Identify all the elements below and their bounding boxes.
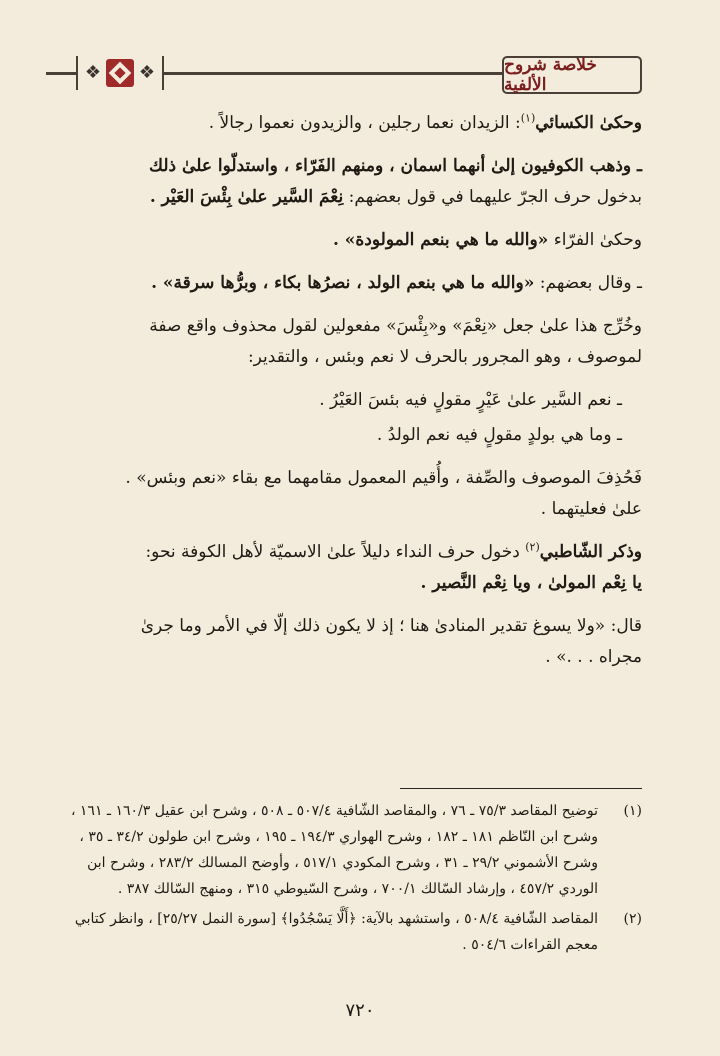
footnote-2 — [44, 906, 642, 958]
paragraph-line: لموصوف ، وهو المجرور بالحرف لا نعم وبئس ، والتقدير: — [247, 347, 642, 367]
speaker-name: وذكر الشّاطبي — [539, 542, 642, 562]
diamond-ornament-icon — [106, 59, 134, 87]
header-ornament — [76, 56, 164, 90]
footnote-ref-2[interactable]: (٢) — [525, 540, 540, 554]
running-title-text: خلاصة شروح الألفية — [504, 55, 597, 95]
paragraph-line: قال: «ولا يسوغ تقدير المنادىٰ هنا ؛ إذ لا يكون ذلك إلّا في الأمر وما جرىٰ — [140, 616, 642, 636]
paragraph-1 — [44, 108, 642, 139]
speaker-name: وحكىٰ الكسائي — [535, 113, 642, 133]
footnote-line: معجم القراءات ٥٠٤/٦ . — [462, 937, 598, 953]
paragraph-line: مجراه . . .» . — [545, 647, 642, 667]
paragraph-text: بدخول حرف الجرّ عليهما في قول بعضهم: — [343, 187, 642, 207]
paragraph-5 — [44, 311, 642, 373]
paragraph-3 — [44, 225, 642, 256]
footnote-line: توضيح المقاصد ٧٥/٣ ـ ٧٦ ، والمقاصد الشّافية ٥٠٧/٤ ـ ٥٠٨ ، وشرح ابن عقيل ١٦٠/٣ ـ ١٦١ ، — [70, 803, 598, 819]
paragraph-text: ـ وقال بعضهم: — [534, 273, 642, 293]
flower-ornament-icon: ❖ — [84, 62, 102, 83]
paragraph-8 — [44, 611, 642, 673]
paragraph-line: علىٰ فعليتهما . — [540, 499, 642, 519]
quoted-example: يا نِعْم المولىٰ ، ويا نِعْم النَّصير . — [420, 573, 642, 593]
footnotes — [44, 798, 642, 962]
paragraph-text: : الزيدان نعما رجلين ، والزيدون نعموا رجالاً . — [208, 113, 521, 133]
paragraph-4 — [44, 268, 642, 299]
flower-ornament-icon: ❖ — [138, 62, 156, 83]
running-title — [502, 56, 642, 94]
paragraph-text: وحكىٰ الفرّاء — [548, 230, 642, 250]
quoted-example: «والله ما هي بنعم الولد ، نصرُها بكاء ، وبرُّها سرقة» . — [151, 273, 535, 293]
paragraph-2 — [44, 151, 642, 213]
example-2: ـ وما هي بولدٍ مقولٍ فيه نعم الولدُ . — [376, 425, 622, 445]
footnote-number: (١) — [623, 803, 642, 819]
paragraph-text: دخول حرف النداء دليلاً علىٰ الاسميّة لأهل الكوفة نحو: — [145, 542, 526, 562]
footnote-number: (٢) — [623, 911, 642, 927]
page-number: ٧٢٠ — [345, 1000, 375, 1021]
paragraph-6 — [44, 463, 642, 525]
quoted-example: نِعْمَ السَّير علىٰ بِئْسَ العَيْر . — [149, 187, 344, 207]
footnote-line: وشرح الأشموني ٢٩/٢ ـ ٣١ ، وشرح المكودي ٥١٧/١ ، وأوضح المسالك ٢٨٣/٢ ، وشرح ابن — [87, 855, 598, 871]
paragraph-line: وخُرِّج هذا علىٰ جعل «نِعْمَ» و«بِئْسَ» مفعولين لقول محذوف واقع صفة — [149, 316, 642, 336]
footnote-ref-1[interactable]: (١) — [520, 111, 536, 125]
footnote-divider — [400, 788, 642, 789]
footnote-line: المقاصد الشّافية ٥٠٨/٤ ، واستشهد بالآية: ﴿أَلَّا يَسْجُدُوا﴾ [سورة النمل ٢٥/٢٧] ، وانظر كتابي — [74, 911, 598, 927]
footnote-line: وشرح ابن النّاظم ١٨١ ـ ١٨٢ ، وشرح الهواري ١٩٤/٣ ـ ١٩٥ ، وشرح ابن طولون ٣٤/٢ ـ ٣٥ ، — [79, 829, 598, 845]
quoted-example: «والله ما هي بنعم المولودة» . — [332, 230, 549, 250]
paragraph-7 — [44, 537, 642, 599]
paragraph-line: ـ وذهب الكوفيون إلىٰ أنهما اسمان ، ومنهم الفَرّاء ، واستدلّوا علىٰ ذلك — [149, 156, 642, 176]
main-text — [44, 108, 642, 685]
example-1: ـ نعم السَّير علىٰ عَيْرٍ مقولٍ فيه بئسَ العَيْرُ . — [319, 390, 622, 410]
footnote-line: الوردي ٤٥٧/٢ ، وإرشاد السّالك ٧٠٠/١ ، وشرح السّيوطي ٣١٥ ، ومنهج السّالك ٣٨٧ . — [117, 881, 598, 897]
paragraph-line: فَحُذِفَ الموصوف والصِّفة ، وأُقيم المعمول مقامهما مع بقاء «نعم وبئس» . — [125, 468, 642, 488]
footnote-1 — [44, 798, 642, 902]
